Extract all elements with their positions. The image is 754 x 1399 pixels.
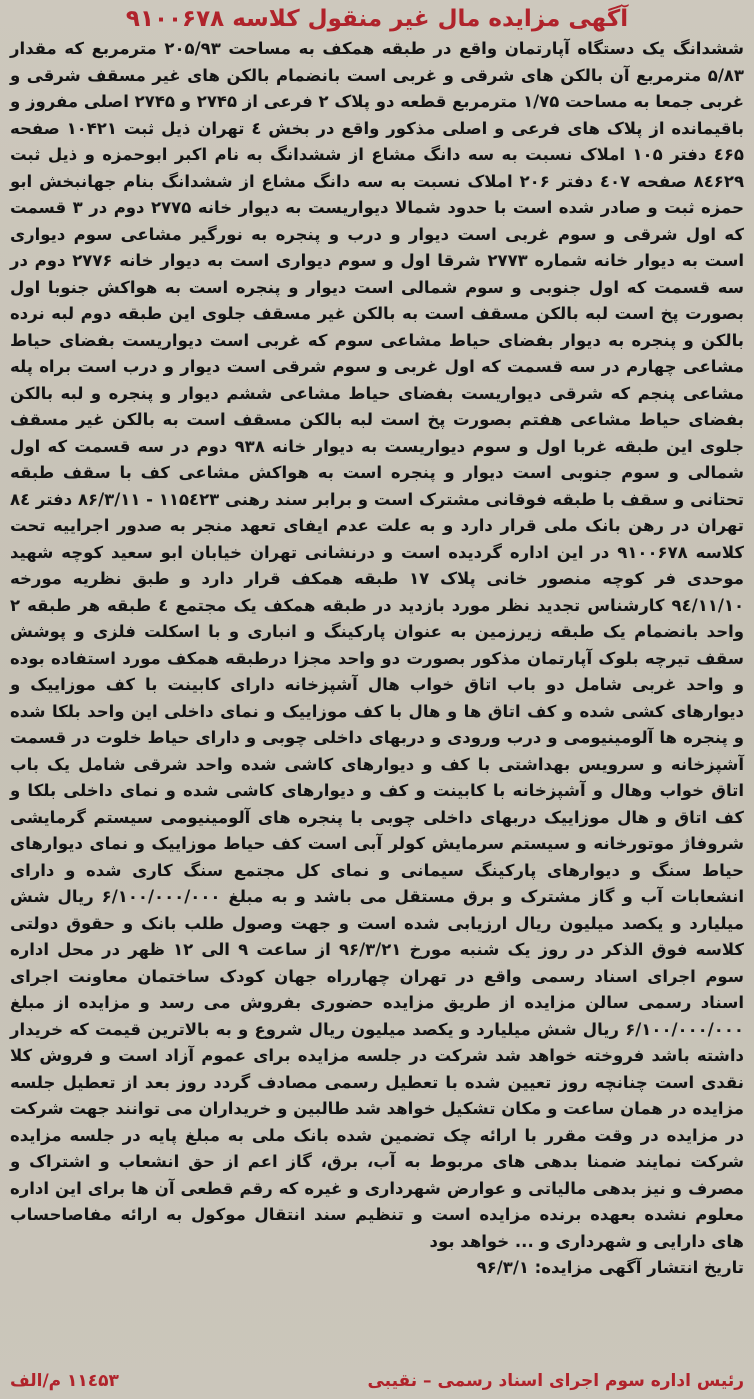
signer-line: رئیس اداره سوم اجرای اسناد رسمی – نقیبی	[367, 1371, 744, 1391]
ad-title: آگهی مزایده مال غیر منقول کلاسه ۹۱۰۰۶۷۸	[125, 6, 629, 32]
ad-reference-code: ۱۱٤۵۳ م/الف	[10, 1371, 119, 1391]
ad-body-text: ششدانگ یک دستگاه آپارتمان واقع در طبقه همکف به مساحت ۲۰۵/۹۳ مترمربع که مقدار ۵/۸۳ مترمربع آن بالکن های شرقی و غربی است بانضمام بالکن های غیر مسقف شرقی و غربی جمعا به مساحت ۱/۷۵ مترمربع قطعه دو پلاک ۲ فرعی از ۲۷۴۵ و ۲۷۴۵ اصلی مفروز و باقیمانده از پلاک های فرعی و اصلی مذکور واقع در بخش ٤ تهران ذیل ثبت ۱۰۴۲۱ صفحه ٤۶۵ دفتر ۱۰۵ املاک نسبت به سه دانگ مشاع از ششدانگ به نام اکبر ابوحمزه و ذیل ثبت ۸٤۶۲۹ صفحه ٤۰۷ دفتر ۲۰۶ املاک نسبت به سه دانگ مشاع از ششدانگ بنام جهانبخش ابو حمزه ثبت و صادر شده است با حدود شمالا دیواریست به دیوار خانه ۲۷۷۵ دوم در ۳ قسمت که اول شرقی و سوم غربی است دیوار و درب و پنجره به نورگیر مشاعی سوم دیواری است به دیوار خانه شماره ۲۷۷۳ شرقا اول و سوم دیواری است به دیوار خانه ۲۷۷۶ دوم در سه قسمت که اول جنوبی و سوم شمالی است دیوار و پنجره است به هواکش جنوبا اول بصورت پخ است لبه بالکن مسقف است به بالکن غیر مسقف جلوی این طبقه دوم لبه نرده بالکن و پنجره به دیوار بفضای حیاط مشاعی سوم که غربی است دیواریست بفضای حیاط مشاعی چهارم در سه قسمت که اول غربی و سوم شرقی است دیوار و درب است براه پله مشاعی پنجم که شرقی دیواریست بفضای حیاط مشاعی ششم دیوار و پنجره و لبه بالکن بفضای حیاط مشاعی هفتم بصورت پخ است لبه بالکن مسقف است به بالکن غیر مسقف جلوی این طبقه غربا اول و سوم دیواریست به دیوار خانه ۹۳۸ دوم در سه قسمت که اول شمالی و سوم جنوبی است دیوار و پنجره است به هواکش مشاعی کف با سقف طبقه تحتانی و سقف با طبقه فوقانی مشترک است و برابر سند رهنی ۱۱۵٤۲۳ - ۸۶/۳/۱۱ دفتر ۸٤ تهران در رهن بانک ملی قرار دارد و به علت عدم ایفای تعهد منجر به صدور اجراییه تحت کلاسه ۹۱۰۰۶۷۸ در این اداره گردیده است و درنشانی تهران خیابان ابو سعید کوچه شهید موحدی فر کوچه منصور خانی پلاک ۱۷ طبقه همکف قرار دارد و طبق نظریه مورخه ۹٤/۱۱/۱۰ کارشناس تجدید نظر مورد بازدید در طبقه همکف یک مجتمع ٤ طبقه هر طبقه ۲ واحد بانضمام یک طبقه زیرزمین به عنوان پارکینگ و انباری و با اسکلت فلزی و پوشش سقف تیرچه بلوک آپارتمان مذکور بصورت دو واحد مجزا درطبقه همکف مورد استفاده بوده و واحد غربی شامل دو باب اتاق خواب هال آشپزخانه دارای کابینت با کف موزاییک و دیوارهای کشی شده و کف اتاق ها و هال با کف موزاییک و نمای داخلی این واحد بلکا شده و پنجره ها آلومینیومی و درب ورودی و دربهای داخلی چوبی و دارای حیاط خلوت در قسمت آشپزخانه و سرویس بهداشتی با کف و دیوارهای کاشی شده واحد شرقی شامل یک باب اتاق خواب وهال و آشپزخانه با کابینت و کف و دیوارهای کاشی شده و نمای داخلی بلکا و کف اتاق و هال موزاییک دربهای داخلی چوبی با پنجره های آلومینیومی سیستم گرمایشی شروفاژ موتورخانه و سیستم سرمایش کولر آبی است کف حیاط موزاییک و نمای دیوارهای حیاط سنگ و دیوارهای پارکینگ سیمانی و نمای کل مجتمع سنگ کاری شده و دارای انشعابات آب و گاز مشترک و برق مستقل می باشد و به مبلغ ۶/۱۰۰/۰۰۰/۰۰۰ ریال شش میلیارد و یکصد میلیون ریال ارزیابی شده است و جهت وصول طلب بانک و حقوق دولتی کلاسه فوق الذکر در روز یک شنبه مورخ ۹۶/۳/۲۱ از ساعت ۹ الی ۱۲ ظهر در محل اداره سوم اجرای اسناد رسمی واقع در تهران چهارراه جهان کودک ساختمان معاونت اجرای اسناد رسمی سالن مزایده از طریق مزایده حضوری بفروش می رسد و مزایده از مبلغ ۶/۱۰۰/۰۰۰/۰۰۰ ریال شش میلیارد و یکصد میلیون ریال شروع و به بالاترین قیمت که خریدار داشته باشد فروخته خواهد شد شرکت در جلسه مزایده برای عموم آزاد است و فروش کلا نقدی است چنانچه روز تعیین شده با تعطیل رسمی مصادف گردد روز بعد از تعطیل جلسه مزایده در همان ساعت و مکان تشکیل خواهد شد طالبین و خریداران می توانند جهت شرکت در مزایده در وقت مقرر با ارائه چک تضمین شده بانک ملی به مبلغ پایه در جلسه مزایده شرکت نمایند ضمنا بدهی های مربوط به آب، برق، گاز اعم از حق انشعاب و اشتراک و مصرف و نیز بدهی مالیاتی و عوارض شهرداری و غیره که رقم قطعی آن ها برای این اداره معلوم نشده بعهده برنده مزایده است و تنظیم سند انتقال موکول به ارائه مفاصاحساب های دارایی و شهرداری و ... خواهد بود	[10, 39, 745, 1251]
ad-footer	[10, 1367, 744, 1395]
publish-date-line: تاریخ انتشار آگهی مزایده: ۹۶/۳/۱	[476, 1258, 744, 1277]
